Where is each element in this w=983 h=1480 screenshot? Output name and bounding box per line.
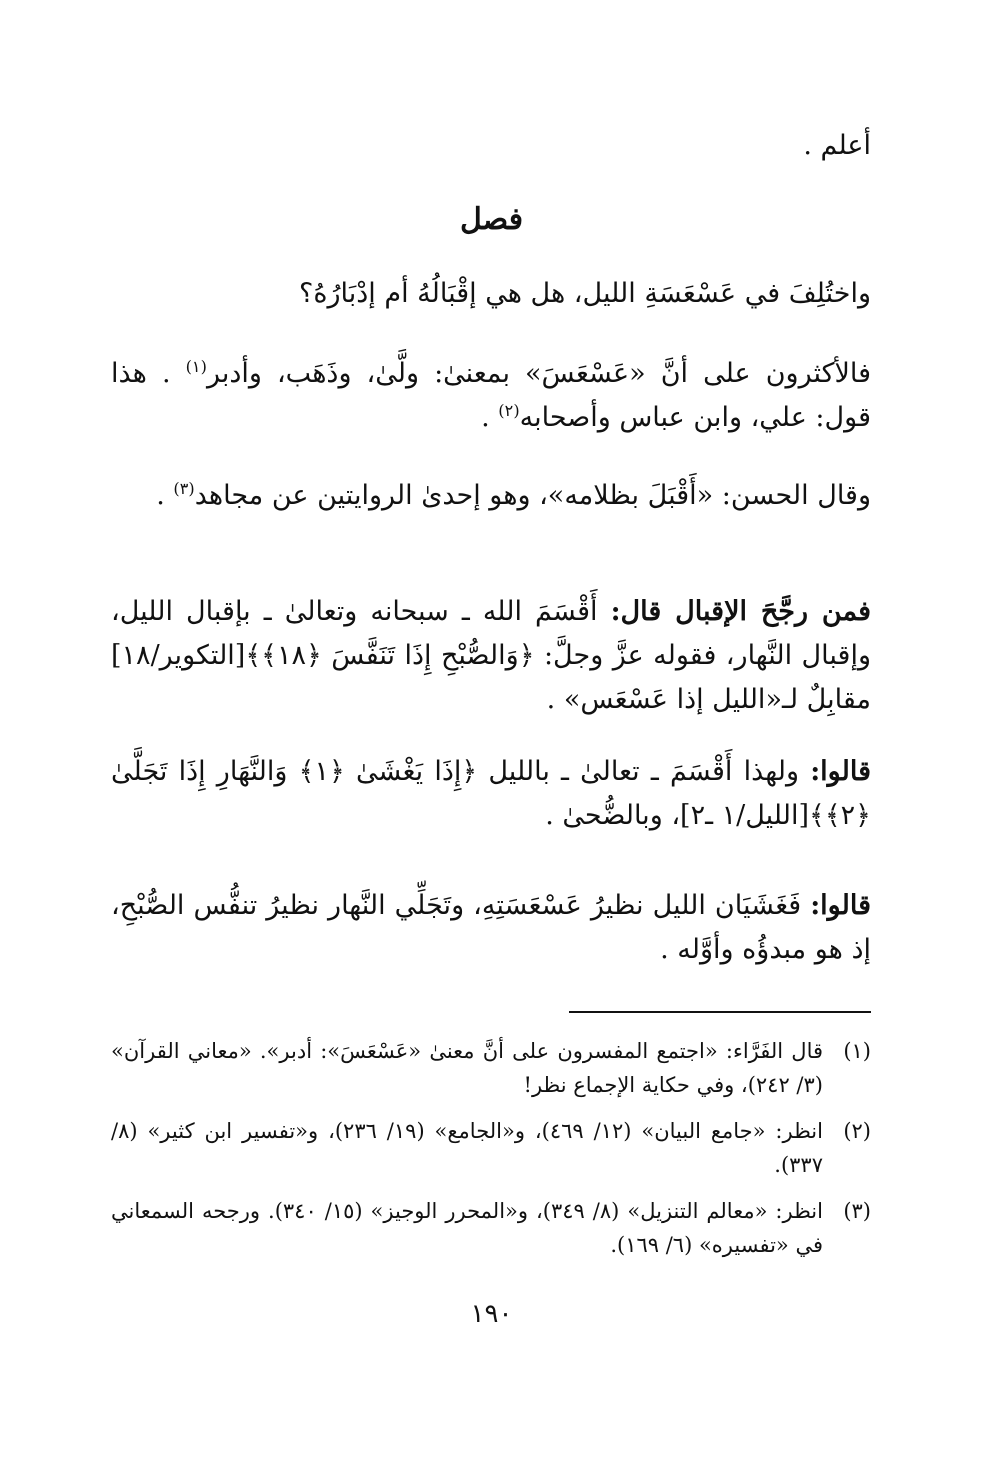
footnote-text: انظر: «جامع البيان» (١٢/ ٤٦٩)، و«الجامع» (١٩/ ٢٣٦)، و«تفسير ابن كثير» (٨/ ٣٣٧).: [111, 1119, 823, 1177]
footnote-1: [111, 1034, 871, 1102]
paragraph-lead: قالوا:: [810, 890, 871, 921]
paragraph-text: ولهذا أَقْسَمَ ـ تعالىٰ ـ بالليل ﴿إِذَا يَغْشَىٰ ﴿١﴾ وَالنَّهَارِ إِذَا تَجَلَّىٰ ﴿٢﴾﴾[الليل/١ ـ٢]، وبالضُّحىٰ .: [111, 756, 871, 831]
footnote-3: [111, 1194, 871, 1262]
paragraph-text: .: [481, 402, 499, 433]
continuation-line: أعلم .: [803, 130, 871, 161]
paragraph-text: فَغَشَيَان الليل نظيرُ عَسْعَسَتِهِ، وتَجَلِّي النَّهار نظيرُ تنفُّس الصُّبْحِ، إذ هو مبدؤُه وأوَّله .: [111, 890, 871, 965]
paragraph-text: . هذا قول: علي، وابن عباس وأصحابه: [111, 358, 871, 433]
footnote-ref-3: (٣): [173, 479, 195, 498]
page-number: ١٩٠: [470, 1299, 513, 1329]
paragraph-lead: قالوا:: [810, 756, 871, 787]
section-heading: فصل: [459, 202, 524, 237]
footnote-text: قال الفَرَّاء: «اجتمع المفسرون على أنَّ معنىٰ «عَسْعَسَ»: أدبر». «معاني القرآن» (٣/ ٢٤٢)، وفي حكاية الإجماع نظر!: [111, 1039, 823, 1097]
footnote-number: (٢): [843, 1119, 871, 1143]
footnote-ref-1: (١): [185, 357, 207, 376]
footnote-number: (٣): [843, 1199, 871, 1223]
paragraph-text: أَقْسَمَ الله ـ سبحانه وتعالىٰ ـ بإقبال الليل، وإقبال النَّهار، فقوله عزَّ وجلَّ: ﴿وَالصُّبْحِ إِذَا تَنَفَّسَ ﴿١٨﴾﴾[التكوير/١٨] مقابِلٌ لـ«الليل إذا عَسْعَس» .: [111, 596, 871, 715]
paragraph-question: واختُلِفَ في عَسْعَسَةِ الليل، هل هي إقْبَالُهُ أم إدْبَارُهُ؟: [298, 278, 871, 309]
footnote-text: انظر: «معالم التنزيل» (٨/ ٣٤٩)، و«المحرر الوجيز» (١٥/ ٣٤٠). ورجحه السمعاني في «تفسيره» (٦/ ١٦٩).: [111, 1199, 823, 1257]
paragraph-hasan-view: [111, 474, 871, 518]
paragraph-iqbal-argument: [111, 590, 871, 722]
paragraph-text: .: [156, 480, 174, 511]
paragraph-text: وقال الحسن: «أَقْبَلَ بظلامه»، وهو إحدىٰ الروايتين عن مجاهد: [194, 480, 871, 511]
paragraph-majority-view: [111, 352, 871, 440]
paragraph-text: فالأكثرون على أنَّ «عَسْعَسَ» بمعنىٰ: ولَّىٰ، وذَهَب، وأدبر: [206, 358, 871, 389]
footnote-divider: [569, 1011, 871, 1013]
paragraph-comparison: [111, 884, 871, 972]
paragraph-layl-oath: [111, 750, 871, 838]
footnote-ref-2: (٢): [498, 401, 520, 420]
footnote-number: (١): [843, 1039, 871, 1063]
paragraph-lead: فمن رجَّحَ الإقبال قال:: [610, 596, 871, 627]
footnote-2: [111, 1114, 871, 1182]
